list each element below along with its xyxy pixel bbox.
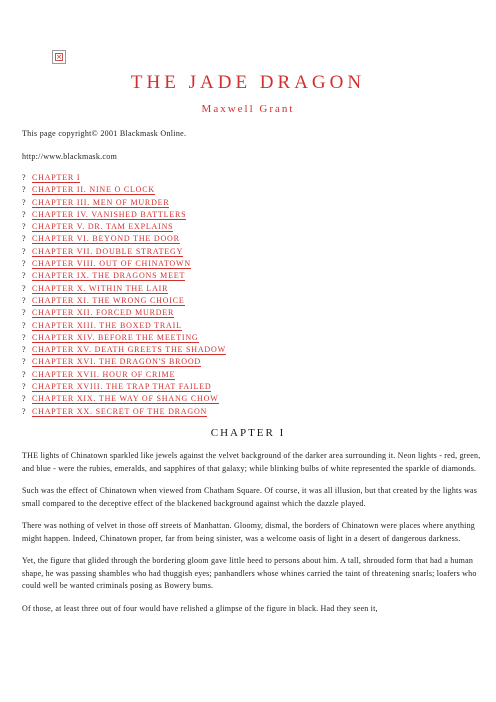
toc-link-chapter-17[interactable]: CHAPTER XVII. HOUR OF CRIME	[32, 369, 176, 379]
toc-item	[22, 393, 226, 405]
toc-link-chapter-6[interactable]: CHAPTER VI. BEYOND THE DOOR	[32, 234, 180, 244]
toc-marker: ?	[22, 308, 26, 318]
toc-link-chapter-10[interactable]: CHAPTER X. WITHIN THE LAIR	[32, 283, 169, 293]
toc-item	[22, 320, 226, 332]
toc-link-chapter-7[interactable]: CHAPTER VII. DOUBLE STRATEGY	[32, 246, 184, 256]
toc-link-chapter-15[interactable]: CHAPTER XV. DEATH GREETS THE SHADOW	[32, 345, 226, 355]
toc-item	[22, 270, 226, 282]
toc-item	[22, 209, 226, 221]
toc-marker: ?	[22, 295, 26, 305]
paragraph: There was nothing of velvet in those off streets of Manhattan. Gloomy, dismal, the borders of Chinatown were places where anything might happen. Indeed, Chinatown proper, far from being sinister, was a welcome oasis of light in a desert of dangerous darkness.	[22, 521, 475, 543]
toc-marker: ?	[22, 209, 26, 219]
toc-marker: ?	[22, 173, 26, 182]
paragraph: Of those, at least three out of four would have relished a glimpse of the figure in black. Had they seen it,	[22, 603, 378, 613]
toc-marker: ?	[22, 283, 26, 293]
toc-link-chapter-4[interactable]: CHAPTER IV. VANISHED BATTLERS	[32, 209, 187, 219]
table-of-contents	[22, 172, 226, 418]
toc-link-chapter-2[interactable]: CHAPTER II. NINE O CLOCK	[32, 185, 155, 195]
chapter-heading: CHAPTER I	[210, 427, 286, 439]
toc-marker: ?	[22, 197, 26, 207]
toc-item	[22, 344, 226, 356]
toc-item	[22, 356, 226, 368]
toc-link-chapter-20[interactable]: CHAPTER XX. SECRET OF THE DRAGON	[32, 406, 208, 416]
toc-item	[22, 307, 226, 319]
toc-link-chapter-8[interactable]: CHAPTER VIII. OUT OF CHINATOWN	[32, 259, 191, 269]
toc-marker: ?	[22, 369, 26, 379]
toc-marker: ?	[22, 332, 26, 342]
paragraph: THE lights of Chinatown sparkled like jewels against the velvet background of the darker area surrounding it. Neon lights - red, green, and blue - were the rubies, emeralds, and sapphires of that galaxy; while blinking bulbs of white represented the sparkle of diamonds.	[22, 451, 481, 473]
broken-image-icon: ×	[52, 50, 66, 64]
toc-link-chapter-12[interactable]: CHAPTER XII. FORCED MURDER	[32, 308, 175, 318]
toc-marker: ?	[22, 185, 26, 195]
toc-marker: ?	[22, 345, 26, 355]
toc-item	[22, 381, 226, 393]
toc-marker: ?	[22, 382, 26, 392]
toc-marker: ?	[22, 394, 26, 404]
toc-link-chapter-1[interactable]: CHAPTER I	[32, 173, 81, 182]
copyright-notice: This page copyright© 2001 Blackmask Online.	[22, 129, 187, 138]
toc-marker: ?	[22, 259, 26, 269]
toc-item	[22, 258, 226, 270]
toc-item	[22, 406, 226, 418]
toc-item	[22, 295, 226, 307]
toc-link-chapter-5[interactable]: CHAPTER V. DR. TAM EXPLAINS	[32, 222, 174, 232]
toc-item	[22, 197, 226, 209]
toc-marker: ?	[22, 320, 26, 330]
toc-link-chapter-16[interactable]: CHAPTER XVI. THE DRAGON'S BROOD	[32, 357, 201, 367]
chapter-body	[22, 450, 482, 625]
toc-item	[22, 369, 226, 381]
toc-marker: ?	[22, 234, 26, 244]
toc-link-chapter-14[interactable]: CHAPTER XIV. BEFORE THE MEETING	[32, 332, 199, 342]
toc-link-chapter-18[interactable]: CHAPTER XVIII. THE TRAP THAT FAILED	[32, 382, 212, 392]
toc-item	[22, 246, 226, 258]
toc-item	[22, 184, 226, 196]
toc-link-chapter-13[interactable]: CHAPTER XIII. THE BOXED TRAIL	[32, 320, 182, 330]
toc-item	[22, 233, 226, 245]
toc-marker: ?	[22, 222, 26, 232]
toc-link-chapter-3[interactable]: CHAPTER III. MEN OF MURDER	[32, 197, 170, 207]
toc-link-chapter-11[interactable]: CHAPTER XI. THE WRONG CHOICE	[32, 295, 185, 305]
toc-link-chapter-9[interactable]: CHAPTER IX. THE DRAGONS MEET	[32, 271, 186, 281]
book-title: THE JADE DRAGON	[130, 72, 366, 93]
paragraph: Such was the effect of Chinatown when viewed from Chatham Square. Of course, it was all illusion, but that created by the lights was small compared to the deceptive effect of the blackened background against which the dazzle played.	[22, 486, 478, 508]
toc-item	[22, 283, 226, 295]
toc-link-chapter-19[interactable]: CHAPTER XIX. THE WAY OF SHANG CHOW	[32, 394, 219, 404]
toc-marker: ?	[22, 271, 26, 281]
book-author: Maxwell Grant	[201, 103, 295, 115]
source-url: http://www.blackmask.com	[22, 152, 118, 161]
toc-item	[22, 332, 226, 344]
toc-marker: ?	[22, 246, 26, 256]
toc-marker: ?	[22, 357, 26, 367]
toc-marker: ?	[22, 406, 26, 416]
toc-item	[22, 221, 226, 233]
paragraph: Yet, the figure that glided through the bordering gloom gave little heed to persons about him. A tall, shrouded form that had a human shape, he was passing shambles who had thuggish eyes; panhandlers whose whines carried the taint of threatening snarls; loafers who could well be wanted criminals posing as Bowery bums.	[22, 556, 477, 590]
toc-item	[22, 172, 226, 184]
